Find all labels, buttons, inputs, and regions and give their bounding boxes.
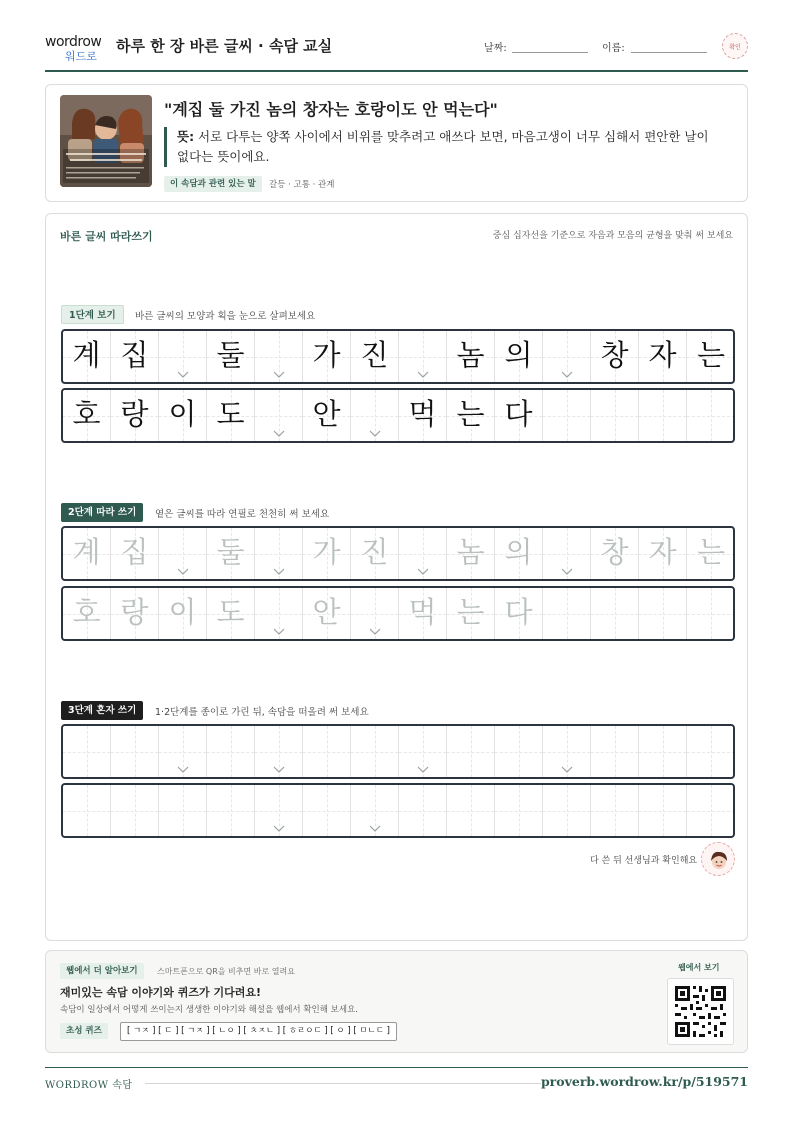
grid-character: 계 <box>72 535 101 569</box>
grid-cell <box>207 390 255 441</box>
grid-character: 다 <box>504 397 533 431</box>
space-marker-icon <box>177 766 189 774</box>
chosung-quiz-label: 초성 퀴즈 <box>60 1023 108 1039</box>
grid-cell <box>591 390 639 441</box>
qr-hint: 스마트폰으로 QR을 비추면 바로 열려요 <box>157 967 295 976</box>
step1-row-1 <box>61 329 735 384</box>
grid-character: 놈 <box>456 338 485 372</box>
chosung-quiz: [ ㄱㅈ ] [ ㄷ ] [ ㄱㅈ ] [ ㄴㅇ ] [ ㅊㅈㄴ ] [ ㅎㄹㅇㄷ ] [ ㅇ ] [ ㅁㄴㄷ ] <box>120 1022 397 1041</box>
name-label: 이름: <box>602 43 625 54</box>
space-marker-icon <box>177 568 189 576</box>
footer-url[interactable]: proverb.wordrow.kr/p/519571 <box>540 1074 748 1089</box>
date-field[interactable] <box>512 52 588 53</box>
grid-cell <box>399 331 447 382</box>
grid-cell[interactable] <box>687 785 735 836</box>
grid-cell[interactable] <box>255 528 303 579</box>
grid-character: 안 <box>312 397 341 431</box>
step3-badge: 3단계 혼자 쓰기 <box>61 701 143 720</box>
grid-cell <box>159 390 207 441</box>
meaning-label: 뜻: <box>177 129 195 144</box>
grid-cell[interactable] <box>543 588 591 639</box>
logo-text: wordrow <box>45 34 102 50</box>
grid-cell[interactable] <box>687 528 735 579</box>
grid-cell[interactable] <box>399 528 447 579</box>
space-marker-icon <box>273 766 285 774</box>
grid-cell <box>111 390 159 441</box>
grid-character: 도 <box>216 397 245 431</box>
grid-cell[interactable] <box>351 588 399 639</box>
grid-character: 이 <box>168 397 197 431</box>
step1-badge: 1단계 보기 <box>61 305 124 324</box>
grid-cell[interactable] <box>591 785 639 836</box>
grid-character: 랑 <box>120 397 149 431</box>
grid-character: 자 <box>648 535 677 569</box>
qr-code[interactable] <box>667 978 734 1045</box>
grid-character: 이 <box>168 595 197 629</box>
grid-cell[interactable] <box>591 528 639 579</box>
grid-cell[interactable] <box>303 528 351 579</box>
space-marker-icon <box>369 825 381 833</box>
grid-cell[interactable] <box>63 528 111 579</box>
grid-cell[interactable] <box>687 726 735 777</box>
grid-cell[interactable] <box>159 528 207 579</box>
grid-character: 창 <box>600 338 629 372</box>
grid-character: 가 <box>312 535 341 569</box>
page-title: 하루 한 장 바른 글씨 · 속담 교실 <box>116 37 333 55</box>
grid-cell[interactable] <box>303 726 351 777</box>
grid-character: 진 <box>360 338 389 372</box>
grid-character: 집 <box>120 338 149 372</box>
handwriting-practice <box>45 213 748 941</box>
grid-character: 둘 <box>216 535 245 569</box>
grid-cell[interactable] <box>63 726 111 777</box>
proverb-meaning <box>164 127 724 167</box>
grid-cell[interactable] <box>591 588 639 639</box>
illustration-image <box>60 95 152 187</box>
grid-cell[interactable] <box>63 785 111 836</box>
space-marker-icon <box>273 371 285 379</box>
web-view-label: 웹에서 보기 <box>678 963 720 972</box>
grid-cell <box>351 331 399 382</box>
grid-cell[interactable] <box>351 528 399 579</box>
grid-cell[interactable] <box>159 785 207 836</box>
grid-cell[interactable] <box>303 588 351 639</box>
grid-cell <box>687 331 735 382</box>
space-marker-icon <box>561 371 573 379</box>
grid-cell[interactable] <box>399 588 447 639</box>
grid-cell[interactable] <box>207 588 255 639</box>
grid-cell[interactable] <box>543 726 591 777</box>
space-marker-icon <box>273 568 285 576</box>
practice-note: 중심 십자선을 기준으로 자음과 모음의 균형을 맞춰 써 보세요 <box>492 231 733 241</box>
grid-character: 자 <box>648 338 677 372</box>
grid-cell <box>111 331 159 382</box>
grid-cell[interactable] <box>639 588 687 639</box>
grid-cell <box>591 331 639 382</box>
grid-cell[interactable] <box>303 785 351 836</box>
grid-cell <box>303 390 351 441</box>
grid-character: 호 <box>72 595 101 629</box>
web-description: 속담이 일상에서 어떻게 쓰이는지 생생한 이야기와 해설을 웹에서 확인해 보세요. <box>60 1005 358 1015</box>
grid-character: 먹 <box>408 397 437 431</box>
grid-cell[interactable] <box>207 528 255 579</box>
teacher-stamp-icon <box>701 842 735 876</box>
grid-cell[interactable] <box>159 726 207 777</box>
grid-cell <box>351 390 399 441</box>
date-label: 날짜: <box>484 43 507 54</box>
space-marker-icon <box>369 628 381 636</box>
proverb-title: "계집 둘 가진 놈의 창자는 호랑이도 안 먹는다" <box>164 100 498 119</box>
grid-character: 도 <box>216 595 245 629</box>
grid-cell <box>399 390 447 441</box>
grid-cell <box>303 331 351 382</box>
space-marker-icon <box>273 430 285 438</box>
grid-cell[interactable] <box>447 588 495 639</box>
web-more-badge: 웹에서 더 알아보기 <box>60 963 144 979</box>
grid-cell <box>639 390 687 441</box>
grid-cell <box>687 390 735 441</box>
grid-cell[interactable] <box>543 528 591 579</box>
grid-cell[interactable] <box>495 588 543 639</box>
space-marker-icon <box>561 766 573 774</box>
grid-cell[interactable] <box>207 785 255 836</box>
grid-cell[interactable] <box>447 785 495 836</box>
step3-row-1[interactable] <box>61 724 735 779</box>
grid-cell[interactable] <box>111 726 159 777</box>
grid-character: 둘 <box>216 338 245 372</box>
space-marker-icon <box>561 568 573 576</box>
grid-cell[interactable] <box>111 588 159 639</box>
logo-korean: 워드로 <box>65 50 97 63</box>
web-headline: 재미있는 속담 이야기와 퀴즈가 기다려요! <box>60 986 261 999</box>
footer-rule <box>145 1083 541 1084</box>
teacher-face-icon <box>702 843 736 877</box>
teacher-check-text: 다 쓴 뒤 선생님과 확인해요 <box>590 856 698 866</box>
step3-desc: 1·2단계를 종이로 가린 뒤, 속담을 떠올려 써 보세요 <box>155 707 369 718</box>
related-words-badge: 이 속담과 관련 있는 말 <box>164 176 262 192</box>
grid-cell[interactable] <box>399 785 447 836</box>
grid-cell[interactable] <box>543 785 591 836</box>
grid-cell <box>495 331 543 382</box>
grid-cell[interactable] <box>63 588 111 639</box>
grid-character: 의 <box>504 535 533 569</box>
grid-character: 는 <box>696 535 725 569</box>
grid-cell[interactable] <box>687 588 735 639</box>
grid-cell[interactable] <box>399 726 447 777</box>
grid-cell[interactable] <box>255 588 303 639</box>
step2-row-1[interactable] <box>61 526 735 581</box>
step2-badge: 2단계 따라 쓰기 <box>61 503 143 522</box>
grid-cell[interactable] <box>495 528 543 579</box>
related-words: 갈등 · 고통 · 관계 <box>269 180 335 190</box>
space-marker-icon <box>417 568 429 576</box>
practice-title: 바른 글씨 따라쓰기 <box>60 230 153 243</box>
space-marker-icon <box>177 371 189 379</box>
grid-character: 먹 <box>408 595 437 629</box>
footer-brand: WORDROW 속담 <box>45 1080 133 1091</box>
space-marker-icon <box>273 628 285 636</box>
grid-character: 계 <box>72 338 101 372</box>
grid-cell <box>63 331 111 382</box>
proverb-card <box>45 84 748 202</box>
stamp-text: 확인 <box>729 44 741 51</box>
grid-cell <box>159 331 207 382</box>
grid-character: 안 <box>312 595 341 629</box>
grid-cell[interactable] <box>495 785 543 836</box>
space-marker-icon <box>369 430 381 438</box>
grid-cell <box>447 390 495 441</box>
grid-cell <box>495 390 543 441</box>
grid-character: 는 <box>456 595 485 629</box>
grid-character: 는 <box>456 397 485 431</box>
grid-cell[interactable] <box>255 726 303 777</box>
step1-row-2 <box>61 388 735 443</box>
grid-cell[interactable] <box>591 726 639 777</box>
grid-cell[interactable] <box>351 785 399 836</box>
grid-cell <box>63 390 111 441</box>
grid-character: 는 <box>696 338 725 372</box>
grid-cell <box>543 331 591 382</box>
step2-desc: 옅은 글씨를 따라 연필로 천천히 써 보세요 <box>155 509 330 520</box>
page-header <box>45 30 748 72</box>
grid-cell[interactable] <box>639 785 687 836</box>
qr-code-icon <box>668 979 733 1044</box>
grid-cell[interactable] <box>639 726 687 777</box>
grid-character: 진 <box>360 535 389 569</box>
grid-character: 랑 <box>120 595 149 629</box>
step1-desc: 바른 글씨의 모양과 획을 눈으로 살펴보세요 <box>135 311 316 322</box>
grid-character: 의 <box>504 338 533 372</box>
grid-cell[interactable] <box>255 785 303 836</box>
grid-cell <box>447 331 495 382</box>
grid-cell[interactable] <box>159 588 207 639</box>
step2-row-2[interactable] <box>61 586 735 641</box>
grid-cell <box>639 331 687 382</box>
grid-cell[interactable] <box>111 785 159 836</box>
grid-cell[interactable] <box>447 726 495 777</box>
grid-character: 가 <box>312 338 341 372</box>
space-marker-icon <box>417 371 429 379</box>
grid-cell[interactable] <box>207 726 255 777</box>
confirm-stamp <box>722 33 748 59</box>
space-marker-icon <box>417 766 429 774</box>
grid-character: 창 <box>600 535 629 569</box>
wordrow-logo <box>45 34 109 64</box>
meaning-text: 서로 다투는 양쪽 사이에서 비위를 맞추려고 애쓰다 보면, 마음고생이 너무 심해서 편안한 날이 없다는 뜻이에요. <box>177 129 709 164</box>
grid-cell <box>543 390 591 441</box>
grid-cell <box>255 331 303 382</box>
web-more-section <box>45 950 748 1053</box>
grid-cell[interactable] <box>639 528 687 579</box>
grid-character: 집 <box>120 535 149 569</box>
footer-divider <box>45 1067 748 1068</box>
grid-cell[interactable] <box>351 726 399 777</box>
grid-character: 호 <box>72 397 101 431</box>
grid-cell[interactable] <box>447 528 495 579</box>
grid-cell <box>255 390 303 441</box>
name-field[interactable] <box>631 52 707 53</box>
grid-character: 다 <box>504 595 533 629</box>
grid-character: 놈 <box>456 535 485 569</box>
step3-row-2[interactable] <box>61 783 735 838</box>
grid-cell <box>207 331 255 382</box>
proverb-illustration <box>60 95 152 187</box>
grid-cell[interactable] <box>495 726 543 777</box>
grid-cell[interactable] <box>111 528 159 579</box>
space-marker-icon <box>273 825 285 833</box>
